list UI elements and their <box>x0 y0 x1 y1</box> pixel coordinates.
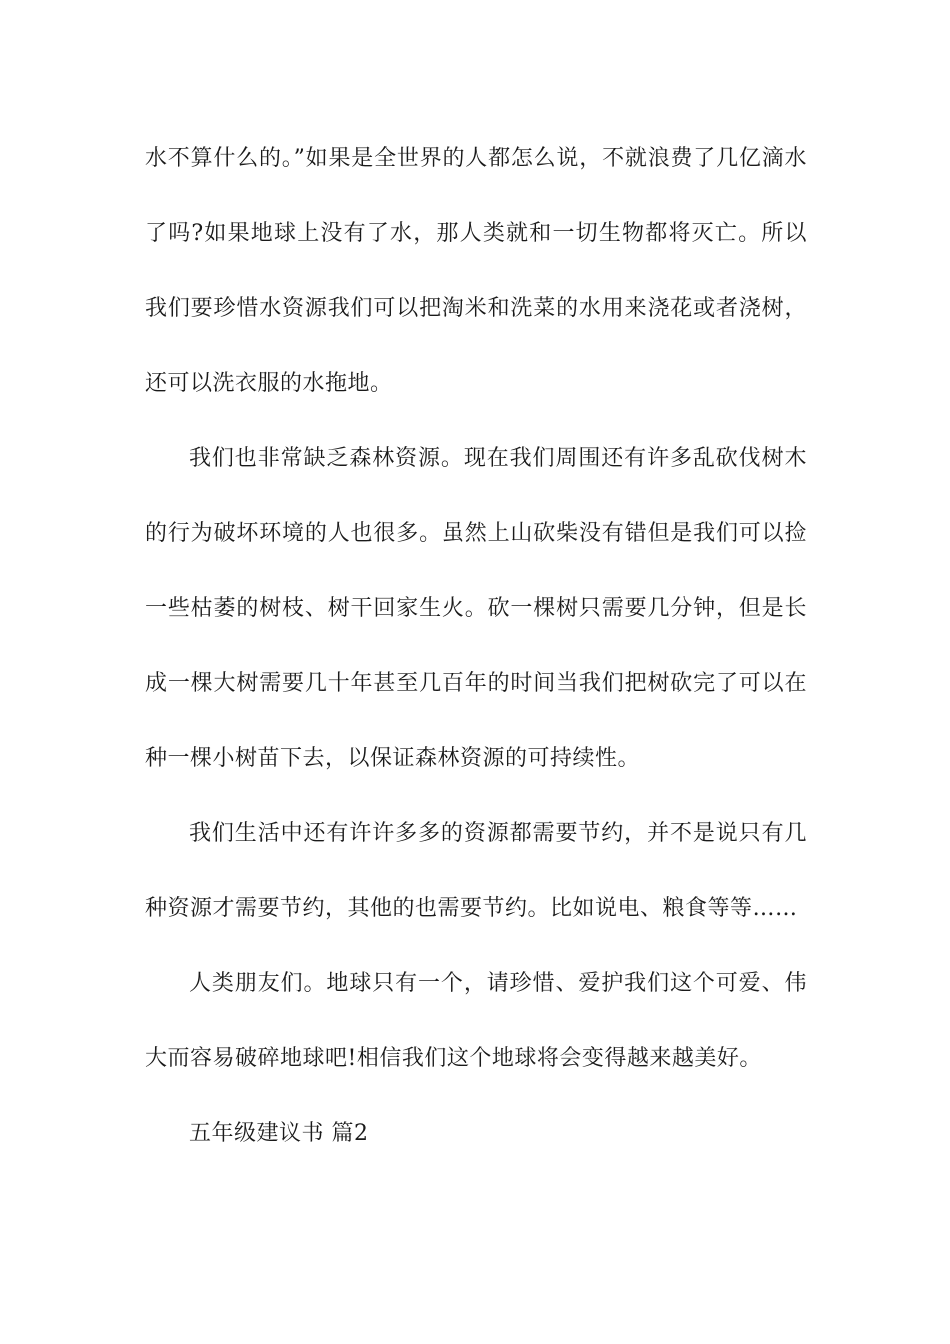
paragraph-forest: 我们也非常缺乏森林资源。现在我们周围还有许多乱砍伐树木的行为破坏环境的人也很多。虽然上山砍柴没有错但是我们可以捡一些枯萎的树枝、树干回家生火。砍一棵树只需要几分钟，但是长成一棵大树需要几十年甚至几百年的时间当我们把树砍完了可以在种一棵小树苗下去，以保证森林资源的可持续性。 <box>145 446 807 771</box>
paragraph-other-resources: 我们生活中还有许许多多的资源都需要节约，并不是说只有几种资源才需要节约，其他的也需要节约。比如说电、粮食等等…… <box>145 821 807 921</box>
document-body <box>145 121 807 1171</box>
section-heading: 五年级建议书 篇2 <box>189 1121 369 1146</box>
paragraph-conclusion: 人类朋友们。地球只有一个，请珍惜、爱护我们这个可爱、伟大而容易破碎地球吧!相信我们这个地球将会变得越来越美好。 <box>145 971 807 1071</box>
paragraph-water: 水不算什么的。”如果是全世界的人都怎么说，不就浪费了几亿滴水了吗?如果地球上没有了水，那人类就和一切生物都将灭亡。所以我们要珍惜水资源我们可以把淘米和洗菜的水用来浇花或者浇树，还可以洗衣服的水拖地。 <box>145 146 807 396</box>
